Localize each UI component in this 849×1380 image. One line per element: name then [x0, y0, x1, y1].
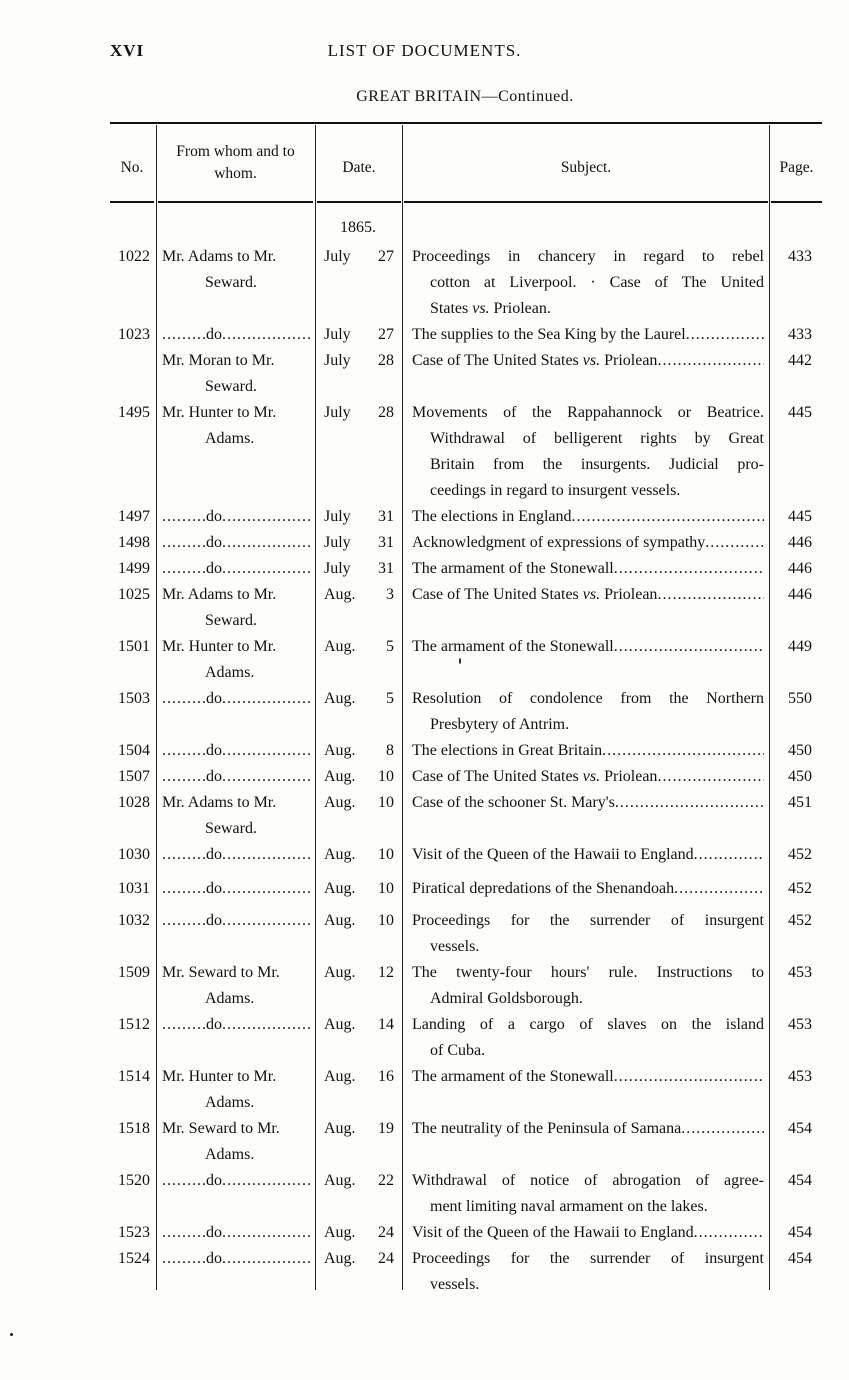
- subject-line: of Cuba.: [430, 1042, 486, 1059]
- leader-dots: [602, 738, 764, 764]
- from-whom: [162, 764, 310, 790]
- date-month: Aug.: [324, 880, 356, 897]
- subject-line: vessels.: [430, 938, 480, 955]
- date-month: Aug.: [324, 638, 356, 655]
- ditto-leader: [162, 322, 206, 348]
- subject-line: [412, 530, 764, 556]
- doc-number: 1514: [118, 1068, 150, 1085]
- subject-text: Acknowledgment of expressions of sympathy: [412, 534, 706, 551]
- date-day: 31: [378, 560, 394, 577]
- ditto-leader: [222, 1246, 310, 1272]
- ditto-leader: [222, 1168, 310, 1194]
- date-day: 27: [378, 248, 394, 265]
- page-ref: 454: [788, 1120, 812, 1137]
- subject: [412, 1012, 764, 1064]
- ditto-word: do: [206, 326, 222, 343]
- from-line: Mr. Seward to Mr.: [162, 964, 280, 981]
- page-ref: 454: [788, 1172, 812, 1189]
- subject: [412, 244, 764, 322]
- page-ref: 446: [788, 586, 812, 603]
- subject-line: Movements of the Rappahannock or Beatrice.: [412, 404, 764, 421]
- ditto-leader: [222, 842, 310, 868]
- page-ref: 452: [788, 846, 812, 863]
- ditto-word: do: [206, 912, 222, 929]
- ditto-word: do: [206, 742, 222, 759]
- subject-line: [412, 1064, 764, 1090]
- header-rule: [317, 201, 401, 203]
- subject-line: [412, 738, 764, 764]
- page-ref: 445: [788, 404, 812, 421]
- leader-dots: [572, 504, 764, 530]
- from-line: Mr. Adams to Mr.: [162, 586, 277, 603]
- subject: [412, 348, 764, 374]
- from-line: Mr. Adams to Mr.: [162, 248, 277, 265]
- subject-line: [412, 634, 764, 660]
- subject-line: Proceedings for the surrender of insurgent: [412, 912, 764, 929]
- ditto-leader: [162, 1168, 206, 1194]
- subject-line: ment limiting naval armament on the lakes.: [430, 1198, 708, 1215]
- subject-text: The armament of the Stonewall: [412, 1068, 614, 1085]
- column-divider: [769, 125, 770, 1290]
- page-ref: 442: [788, 352, 812, 369]
- date-day: 12: [378, 964, 394, 981]
- subject-text: Piratical depredations of the Shenandoah: [412, 880, 675, 897]
- ditto-mark: [162, 1012, 310, 1038]
- subject-line: [412, 322, 764, 348]
- page-ref: 453: [788, 964, 812, 981]
- running-title: LIST OF DOCUMENTS.: [327, 41, 522, 60]
- from-whom: [162, 530, 310, 556]
- subject: [412, 738, 764, 764]
- page-ref: 446: [788, 534, 812, 551]
- from-line: Mr. Moran to Mr.: [162, 352, 275, 369]
- subject: [412, 686, 764, 738]
- from-whom: [162, 1064, 310, 1116]
- subject-line: States vs. Priolean.: [430, 300, 551, 317]
- page-ref: 450: [788, 742, 812, 759]
- date-day: 8: [386, 742, 394, 759]
- ditto-leader: [162, 504, 206, 530]
- date-month: July: [324, 560, 351, 577]
- ditto-mark: [162, 876, 310, 902]
- from-whom: [162, 738, 310, 764]
- date-day: 10: [378, 768, 394, 785]
- date-month: July: [324, 248, 351, 265]
- ditto-word: do: [206, 880, 222, 897]
- subject-line: vessels.: [430, 1276, 480, 1293]
- date-month: July: [324, 404, 351, 421]
- date-month: Aug.: [324, 1016, 356, 1033]
- subject-text: Case of the schooner St. Mary's: [412, 794, 615, 811]
- leader-dots: [614, 556, 764, 582]
- subject-line: Britain from the insurgents. Judicial pro-: [430, 456, 764, 473]
- date-month: Aug.: [324, 964, 356, 981]
- from-line: Adams.: [205, 990, 255, 1007]
- doc-number: 1495: [118, 404, 150, 421]
- subject: [412, 400, 764, 504]
- ditto-word: do: [206, 1250, 222, 1267]
- date-month: July: [324, 352, 351, 369]
- subject: [412, 1116, 764, 1142]
- date-day: 5: [386, 638, 394, 655]
- subject: [412, 908, 764, 960]
- subject-line: [412, 556, 764, 582]
- ditto-leader: [162, 686, 206, 712]
- doc-number: 1523: [118, 1224, 150, 1241]
- subject-line: [412, 1116, 764, 1142]
- ditto-word: do: [206, 534, 222, 551]
- ditto-mark: [162, 842, 310, 868]
- subject: [412, 1220, 764, 1246]
- doc-number: 1503: [118, 690, 150, 707]
- date-month: Aug.: [324, 1224, 356, 1241]
- ditto-mark: [162, 738, 310, 764]
- from-whom: [162, 1220, 310, 1246]
- from-line: Adams.: [205, 1146, 255, 1163]
- subject-line: [412, 504, 764, 530]
- header-date: Date.: [342, 159, 376, 176]
- page-ref: 453: [788, 1016, 812, 1033]
- subject-line: The twenty-four hours' rule. Instructions to: [412, 964, 764, 981]
- subject-text: The neutrality of the Peninsula of Samana: [412, 1120, 682, 1137]
- column-divider: [402, 125, 403, 1290]
- subject-line: [412, 764, 764, 790]
- subject-line: Presbytery of Antrim.: [430, 716, 570, 733]
- ditto-leader: [222, 1220, 310, 1246]
- header-from-line2: whom.: [214, 165, 257, 182]
- from-line: Mr. Seward to Mr.: [162, 1120, 280, 1137]
- from-whom: [162, 348, 310, 400]
- subject-text: Case of The United States vs. Priolean: [412, 586, 658, 603]
- ditto-word: do: [206, 1016, 222, 1033]
- ditto-word: do: [206, 846, 222, 863]
- ditto-mark: [162, 1220, 310, 1246]
- subject: [412, 1064, 764, 1090]
- subject: [412, 842, 764, 868]
- doc-number: 1512: [118, 1016, 150, 1033]
- ditto-mark: [162, 1168, 310, 1194]
- page-ref: 454: [788, 1224, 812, 1241]
- subject: [412, 1246, 764, 1298]
- from-whom: [162, 686, 310, 712]
- header-page: Page.: [779, 159, 814, 176]
- subject-line: [412, 790, 764, 816]
- from-line: Mr. Hunter to Mr.: [162, 638, 277, 655]
- leader-dots: [705, 530, 764, 556]
- doc-number: 1023: [118, 326, 150, 343]
- page-ref: 450: [788, 768, 812, 785]
- ditto-word: do: [206, 508, 222, 525]
- date-day: 5: [386, 690, 394, 707]
- doc-number: 1501: [118, 638, 150, 655]
- from-line: Adams.: [205, 430, 255, 447]
- from-line: Seward.: [205, 820, 257, 837]
- date-month: Aug.: [324, 1172, 356, 1189]
- date-month: Aug.: [324, 768, 356, 785]
- subject: [412, 582, 764, 608]
- column-divider: [156, 125, 157, 1290]
- subject-line: ceedings in regard to insurgent vessels.: [430, 482, 681, 499]
- from-whom: [162, 322, 310, 348]
- ditto-leader: [222, 504, 310, 530]
- date-month: Aug.: [324, 1068, 356, 1085]
- subject-line: Admiral Goldsborough.: [430, 990, 583, 1007]
- page-ref: 452: [788, 912, 812, 929]
- ditto-mark: [162, 556, 310, 582]
- page-ref: 452: [788, 880, 812, 897]
- date-month: Aug.: [324, 912, 356, 929]
- date-day: 16: [378, 1068, 394, 1085]
- from-line: Seward.: [205, 612, 257, 629]
- from-whom: [162, 400, 310, 452]
- subject-line: Withdrawal of belligerent rights by Great: [430, 430, 764, 447]
- ditto-leader: [222, 322, 310, 348]
- from-whom: [162, 876, 310, 902]
- page-ref: 445: [788, 508, 812, 525]
- date-day: 3: [386, 586, 394, 603]
- from-whom: [162, 908, 310, 934]
- date-month: Aug.: [324, 690, 356, 707]
- subject-line: Withdrawal of notice of abrogation of agree-: [412, 1172, 764, 1189]
- table-top-rule: [110, 122, 822, 124]
- subject: [412, 322, 764, 348]
- from-whom: [162, 634, 310, 686]
- from-whom: [162, 790, 310, 842]
- page-ref: 433: [788, 326, 812, 343]
- subject-text: The armament of the Stonewall: [412, 638, 614, 655]
- from-whom: [162, 582, 310, 634]
- column-divider: [315, 125, 316, 1290]
- header-from: [158, 141, 313, 185]
- doc-number: 1030: [118, 846, 150, 863]
- ditto-leader: [222, 908, 310, 934]
- ditto-word: do: [206, 690, 222, 707]
- leader-dots: [615, 790, 764, 816]
- leader-dots: [694, 1220, 764, 1246]
- page-ref: 446: [788, 560, 812, 577]
- date-month: July: [324, 326, 351, 343]
- date-day: 14: [378, 1016, 394, 1033]
- leader-dots: [657, 764, 764, 790]
- from-line: Adams.: [205, 1094, 255, 1111]
- header-rule: [158, 201, 313, 203]
- doc-number: 1032: [118, 912, 150, 929]
- ditto-leader: [162, 556, 206, 582]
- subject-line: [412, 876, 764, 902]
- header-rule: [771, 201, 822, 203]
- from-whom: [162, 1012, 310, 1038]
- date-day: 31: [378, 508, 394, 525]
- ditto-leader: [162, 1246, 206, 1272]
- date-day: 10: [378, 794, 394, 811]
- date-month: Aug.: [324, 586, 356, 603]
- subject: [412, 504, 764, 530]
- section-title: GREAT BRITAIN—Continued.: [356, 88, 574, 105]
- subject-text: Visit of the Queen of the Hawaii to England: [412, 846, 694, 863]
- subject-line: Resolution of condolence from the Northern: [412, 690, 764, 707]
- subject: [412, 634, 764, 660]
- date-day: 24: [378, 1250, 394, 1267]
- subject-line: [412, 582, 764, 608]
- subject: [412, 764, 764, 790]
- date-day: 10: [378, 912, 394, 929]
- from-whom: [162, 1168, 310, 1194]
- doc-number: 1028: [118, 794, 150, 811]
- subject-line: Proceedings for the surrender of insurgent: [412, 1250, 764, 1267]
- doc-number: 1520: [118, 1172, 150, 1189]
- subject: [412, 1168, 764, 1220]
- from-line: Seward.: [205, 274, 257, 291]
- header-rule: [404, 201, 768, 203]
- ditto-mark: [162, 530, 310, 556]
- ditto-mark: [162, 908, 310, 934]
- ditto-mark: [162, 764, 310, 790]
- ditto-word: do: [206, 1224, 222, 1241]
- ditto-leader: [162, 1012, 206, 1038]
- doc-number: 1022: [118, 248, 150, 265]
- subject: [412, 876, 764, 902]
- date-month: July: [324, 534, 351, 551]
- subject-text: The elections in England: [412, 508, 572, 525]
- subject-text: The elections in Great Britain: [412, 742, 603, 759]
- doc-number: 1498: [118, 534, 150, 551]
- subject-text: Case of The United States vs. Priolean: [412, 768, 658, 785]
- header-subject: Subject.: [560, 159, 612, 176]
- page-ref: 451: [788, 794, 812, 811]
- page-ref: 453: [788, 1068, 812, 1085]
- ditto-leader: [162, 1220, 206, 1246]
- ditto-leader: [222, 1012, 310, 1038]
- ditto-leader: [162, 842, 206, 868]
- leader-dots: [657, 582, 764, 608]
- ditto-mark: [162, 686, 310, 712]
- stray-mark: [10, 1333, 13, 1336]
- ditto-mark: [162, 504, 310, 530]
- leader-dots: [657, 348, 764, 374]
- date-day: 10: [378, 846, 394, 863]
- doc-number: 1497: [118, 508, 150, 525]
- ditto-leader: [222, 764, 310, 790]
- ditto-leader: [222, 876, 310, 902]
- from-whom: [162, 1116, 310, 1168]
- doc-number: 1031: [118, 880, 150, 897]
- ditto-leader: [162, 764, 206, 790]
- leader-dots: [614, 634, 764, 660]
- date-month: Aug.: [324, 742, 356, 759]
- date-month: Aug.: [324, 846, 356, 863]
- date-day: 28: [378, 404, 394, 421]
- date-month: Aug.: [324, 1250, 356, 1267]
- subject-text: Visit of the Queen of the Hawaii to England: [412, 1224, 694, 1241]
- leader-dots: [694, 842, 764, 868]
- date-day: 19: [378, 1120, 394, 1137]
- doc-number: 1509: [118, 964, 150, 981]
- from-whom: [162, 960, 310, 1012]
- ditto-leader: [162, 876, 206, 902]
- subject-line: [412, 842, 764, 868]
- ditto-mark: [162, 322, 310, 348]
- ditto-word: do: [206, 768, 222, 785]
- leader-dots: [614, 1064, 764, 1090]
- leader-dots: [674, 876, 764, 902]
- date-day: 28: [378, 352, 394, 369]
- subject-text: Case of The United States vs. Priolean: [412, 352, 658, 369]
- header-from-line1: From whom and to: [176, 143, 295, 160]
- ditto-leader: [222, 530, 310, 556]
- subject-line: Proceedings in chancery in regard to rebel: [412, 248, 764, 265]
- from-line: Mr. Hunter to Mr.: [162, 404, 277, 421]
- from-whom: [162, 244, 310, 296]
- subject: [412, 556, 764, 582]
- date-month: Aug.: [324, 1120, 356, 1137]
- ditto-leader: [222, 556, 310, 582]
- date-day: 10: [378, 880, 394, 897]
- subject-line: cotton at Liverpool. · Case of The United: [430, 274, 764, 291]
- ditto-leader: [162, 908, 206, 934]
- ditto-mark: [162, 1246, 310, 1272]
- from-whom: [162, 556, 310, 582]
- subject: [412, 530, 764, 556]
- subject-line: [412, 1220, 764, 1246]
- header-no: No.: [120, 159, 144, 176]
- date-day: 27: [378, 326, 394, 343]
- subject: [412, 790, 764, 816]
- page-ref: 550: [788, 690, 812, 707]
- ditto-leader: [162, 530, 206, 556]
- leader-dots: [681, 1116, 764, 1142]
- doc-number: 1025: [118, 586, 150, 603]
- subject-text: The supplies to the Sea King by the Laurel: [412, 326, 686, 343]
- doc-number: 1524: [118, 1250, 150, 1267]
- subject-line: Landing of a cargo of slaves on the island: [412, 1016, 764, 1033]
- from-whom: [162, 1246, 310, 1272]
- ditto-leader: [222, 738, 310, 764]
- year-label: 1865.: [340, 219, 376, 236]
- header-rule: [110, 201, 154, 203]
- doc-number: 1518: [118, 1120, 150, 1137]
- date-day: 24: [378, 1224, 394, 1241]
- page-ref: 449: [788, 638, 812, 655]
- ditto-word: do: [206, 560, 222, 577]
- from-line: Seward.: [205, 378, 257, 395]
- from-line: Mr. Hunter to Mr.: [162, 1068, 277, 1085]
- page-number: XVI: [110, 41, 145, 60]
- from-line: Mr. Adams to Mr.: [162, 794, 277, 811]
- from-line: Adams.: [205, 664, 255, 681]
- from-whom: [162, 504, 310, 530]
- leader-dots: [686, 322, 764, 348]
- date-day: 22: [378, 1172, 394, 1189]
- doc-number: 1504: [118, 742, 150, 759]
- date-month: Aug.: [324, 794, 356, 811]
- stray-mark: [459, 658, 461, 664]
- page-ref: 433: [788, 248, 812, 265]
- ditto-leader: [162, 738, 206, 764]
- from-whom: [162, 842, 310, 868]
- ditto-word: do: [206, 1172, 222, 1189]
- date-month: July: [324, 508, 351, 525]
- subject-text: The armament of the Stonewall: [412, 560, 614, 577]
- ditto-leader: [222, 686, 310, 712]
- subject: [412, 960, 764, 1012]
- doc-number: 1507: [118, 768, 150, 785]
- page-ref: 454: [788, 1250, 812, 1267]
- subject-line: [412, 348, 764, 374]
- doc-number: 1499: [118, 560, 150, 577]
- date-day: 31: [378, 534, 394, 551]
